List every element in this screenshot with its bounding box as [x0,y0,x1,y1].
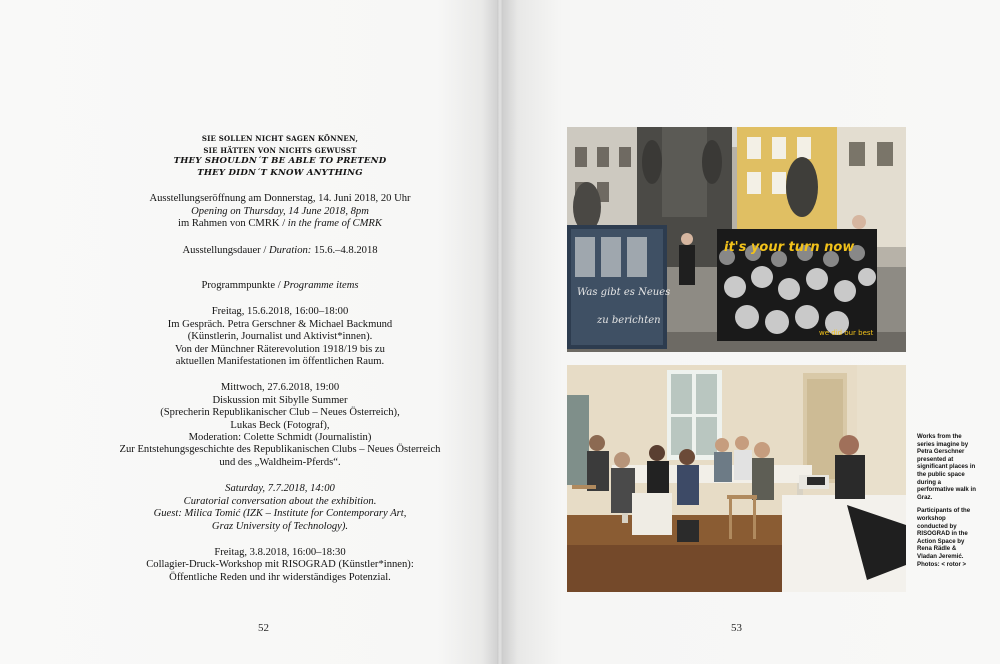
caption-second-photo: Participants of the workshop conducted by RISOGRAD in the Action Space by Rena Rädle & Vladan Jeremić. Photos: < rotor > [917,507,971,568]
event-4 [95,547,465,584]
duration-en: Duration: [268,244,312,256]
event-2-line: Mittwoch, 27.6.2018, 19:00 [220,382,340,394]
page-number-right: 53 [731,622,742,634]
opening-de: Ausstellungseröffnung am Donnerstag, 14. Juni 2018, 20 Uhr [149,193,411,205]
programme-en: Programme items [283,280,359,291]
duration-dates: 15.6.–4.8.2018 [311,244,378,256]
page-number-left: 52 [258,622,269,634]
exhibition-title [95,133,465,179]
frame-de: im Rahmen von CMRK / [178,218,288,230]
photo-workshop [567,365,906,592]
event-1-line: Freitag, 15.6.2018, 16:00–18:00 [211,306,349,318]
event-1-line: aktuellen Manifestationen im öffentlichen Raum. [175,356,385,368]
photo-caption [917,433,977,574]
title-en-line-1: THEY SHOULDN´T BE ABLE TO PRETEND [173,156,387,167]
event-2-line: (Sprecherin Republikanischer Club – Neues Österreich), [160,407,400,419]
title-de-line-1: sie sollen nicht sagen können, [201,133,359,144]
event-2-line: Moderation: Colette Schmidt (Journalistin) [188,432,372,444]
frame-en: in the frame of CMRK [287,218,382,230]
event-4-line: Öffentliche Reden und ihr widerständiges Potenzial. [169,571,391,583]
frame-line [95,218,465,230]
event-2-line: Zur Entstehungsgeschichte des Republikanischen Clubs – Neues Österreich [119,444,441,456]
opening-en: Opening on Thursday, 14 June 2018, 8pm [191,205,369,217]
event-2-line: und des „Waldheim-Pferds“. [219,456,341,468]
programme-de: Programmpunkte / [201,280,284,291]
left-banner-text-1: Was gibt es Neues [577,287,671,298]
event-3-line: Guest: Milica Tomić (IZK – Institute for Contemporary Art, [153,508,407,520]
left-page-text-column [95,133,465,584]
opening-info [95,193,465,230]
event-3-line: Graz University of Technology). [211,520,349,532]
title-de-line-2: sie hätten von nichts gewusst [203,144,357,156]
photo-monument-banners [567,127,906,352]
event-3 [95,483,465,533]
event-2 [95,382,465,469]
programme-heading [95,280,465,292]
event-3-line: Curatorial conversation about the exhibition. [183,495,377,507]
event-2-line: Lukas Beck (Fotograf), [230,419,330,431]
event-1 [95,306,465,368]
photo-workshop-drawing [567,365,906,592]
event-1-line: Von der Münchner Räterevolution 1918/19 bis zu [175,343,385,355]
photo-monument-banners-drawing [567,127,906,352]
duration-de: Ausstellungsdauer / [182,244,269,256]
event-4-line: Collagier-Druck-Workshop mit RISOGRAD (Künstler*innen): [146,559,414,571]
banner-headline: it's your turn now [724,240,855,255]
left-page [0,0,497,664]
event-1-line: Im Gespräch. Petra Gerschner & Michael Backmund [167,318,393,330]
event-2-line: Diskussion mit Sibylle Summer [212,394,348,406]
left-banner-text-2: zu berichten [597,315,661,326]
title-en-line-2: THEY DIDN´T KNOW ANYTHING [197,167,363,178]
banner-small-text: we did our best [819,329,874,337]
duration-line [95,245,465,257]
event-1-line: (Künstlerin, Journalist und Aktivist*innen). [187,331,373,343]
caption-first-photo: Works from the series imagine by Petra Gerschner presented at significant places in the public space during a performative walk in Graz. [917,433,976,501]
event-3-line: Saturday, 7.7.2018, 14:00 [225,483,335,495]
event-4-line: Freitag, 3.8.2018, 16:00–18:30 [214,546,346,558]
